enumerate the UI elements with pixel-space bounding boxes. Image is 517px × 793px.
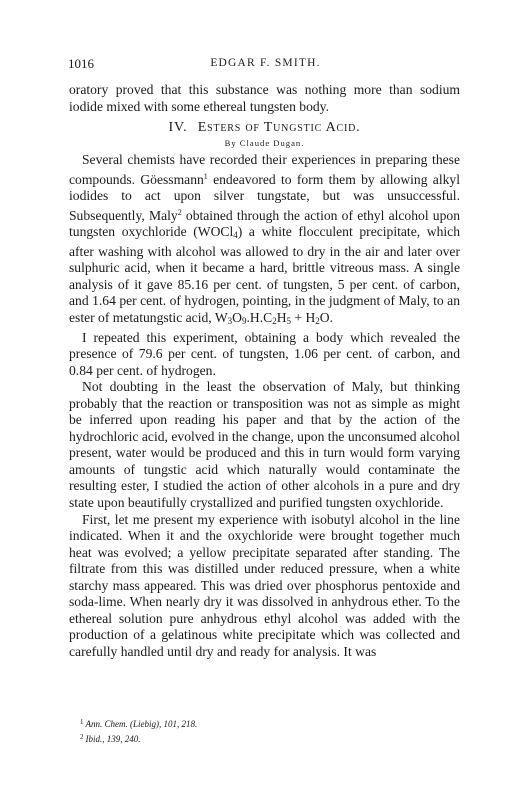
paragraph-previous-work: [69, 152, 460, 329]
section-title: Esters of Tungstic Acid.: [197, 120, 361, 136]
paragraph-text: + H: [291, 310, 316, 326]
subscript: 9: [242, 316, 247, 327]
footnote-1: [80, 716, 197, 731]
paragraph-text: H: [276, 310, 287, 326]
paragraph-text: O.: [319, 310, 334, 326]
subscript: 4: [233, 230, 238, 241]
paragraph-text: obtained through the action of ethyl alcohol upon tungsten oxychloride (WOCl: [69, 207, 460, 240]
footnote-2: [80, 731, 197, 746]
page-number: 1016: [68, 56, 94, 71]
footnote-ref-2: 2: [177, 207, 182, 217]
footnote-text: Ibid., 139, 240.: [85, 733, 141, 744]
section-heading: [69, 118, 460, 137]
subscript: 3: [227, 316, 233, 327]
paragraph-isobutyl: First, let me present my experience with isobutyl alcohol in the line indicated. When it and the oxychloride were brought together much heat was evolved; a yellow precipitate separated after standing. The filtrate from this was distilled under reduced pressure, when a white starchy mass appeared. This was dried over phosphorus pentoxide and soda-lime. When nearly dry it was dissolved in anhydrous ether. To the ethereal solution pure anhydrous ethyl alcohol was added with the production of a gelatinous white precipitate which was collected and carefully handled until dry and ready for analysis. It was: [69, 511, 460, 659]
paragraph-text: .H.C: [246, 310, 273, 326]
subscript: 5: [286, 316, 292, 327]
paragraph-text: ) a white flocculent precipitate, which after washing with alcohol was allowed to dry in the air and later over sulphuric acid, when it became a hard, brittle vitreous mass. A single analysis of it gave 85.16 per cent. of tungsten, 5 per cent. of carbon, and 1.64 per cent. of hydrogen, pointing, in the judgment of Maly, to an ester of metatungstic acid, W: [69, 224, 460, 326]
body-text: [69, 82, 460, 661]
paragraph-hypothesis: Not doubting in the least the observation of Maly, but thinking probably that the reaction or transposition was not as simple as might be inferred upon reading his paper and that by the action of the hydrochloric acid, evolved in the change, upon the unconsumed alcohol present, water would be produced and this in turn would form varying amounts of tungstic acid which naturally would contaminate the resulting ester, I studied the action of other alcohols in a pure and dry state upon beautifully crystallized and purified tungsten oxychloride.: [69, 379, 460, 511]
footnote-marker: 2: [80, 732, 84, 741]
footnote-ref-1: 1: [203, 171, 208, 181]
paragraph-repeat-experiment: I repeated this experiment, obtaining a body which revealed the presence of 79.6 per cent. of tungsten, 1.06 per cent. of carbon, and 0.84 per cent. of hydrogen.: [69, 329, 460, 378]
subscript: 2: [315, 316, 320, 327]
footnote-text: Ann. Chem. (Liebig), 101, 218.: [85, 719, 198, 729]
paragraph-text: endeavored to form them by allowing alkyl iodides to act upon silver tungstate, but was unsuccessful. Subsequently, Maly: [69, 171, 460, 223]
byline: By Claude Dugan.: [224, 138, 305, 149]
section-number: IV.: [168, 120, 188, 136]
footnote-marker: 1: [80, 718, 84, 726]
running-head: [68, 56, 463, 74]
paragraph-continued: oratory proved that this substance was nothing more than sodium iodide mixed with some ethereal tungsten body.: [69, 82, 460, 114]
paragraph-text: Several chemists have recorded their experiences in preparing these compounds. Göessmann: [69, 152, 460, 187]
footnotes: [80, 716, 197, 745]
subscript: 2: [272, 316, 277, 327]
running-head-author: EDGAR F. SMITH.: [210, 57, 321, 69]
paragraph-text: O: [232, 310, 242, 326]
